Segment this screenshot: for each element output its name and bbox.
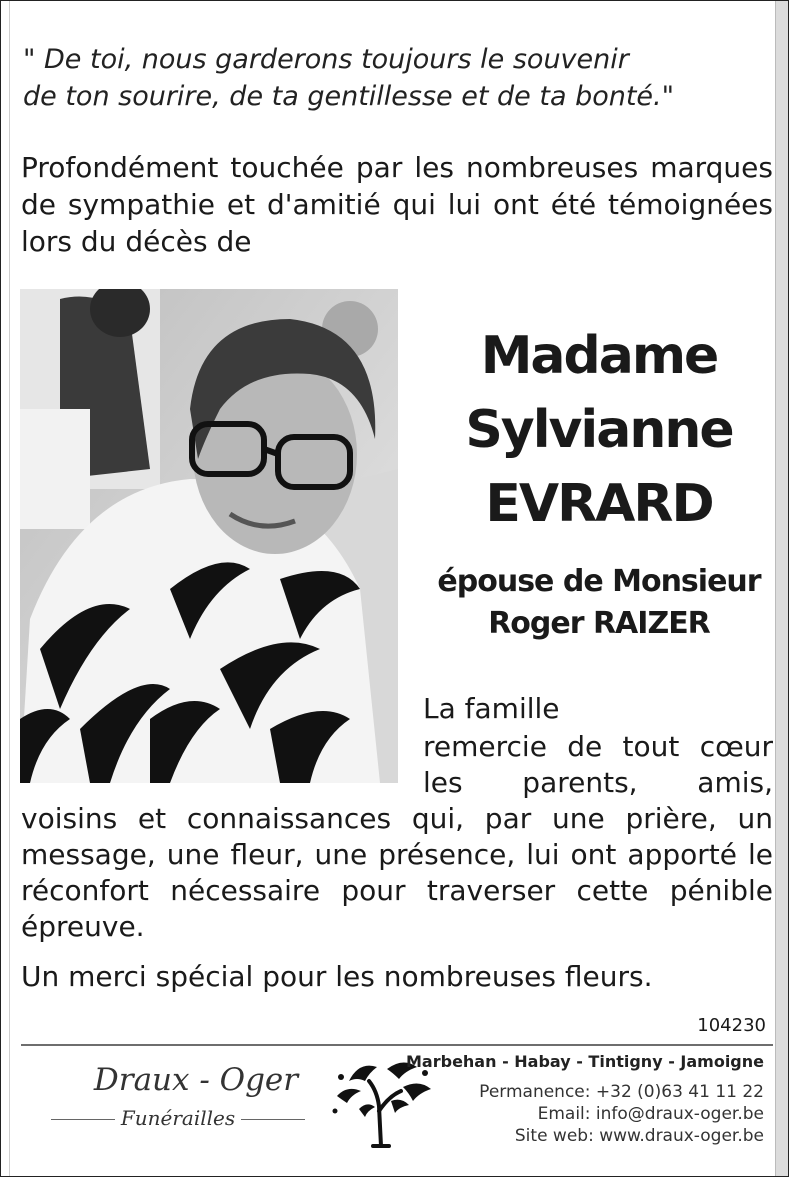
deceased-title: Madame [480, 326, 718, 386]
portrait-photo [20, 289, 398, 783]
spouse-line-2: Roger RAIZER [488, 606, 710, 641]
towns-list: Marbehan - Habay - Tintigny - Jamoigne [406, 1052, 764, 1071]
parents-word-2: parents, [522, 766, 638, 799]
reference-number: 104230 [697, 1015, 766, 1036]
funeral-home-name: Draux - Oger [93, 1062, 299, 1098]
subtitle-rule-right [241, 1119, 305, 1120]
footer-divider [21, 1044, 773, 1046]
parents-word-3: amis, [697, 766, 773, 799]
funeral-home-subtitle [41, 1105, 315, 1131]
parents-word-1: les [423, 766, 463, 799]
intro-paragraph: Profondément touchée par les nombreuses marques de sympathie et d'amitié qui lui ont été témoignées lors du décès de [21, 151, 773, 258]
spouse-line-1: épouse de Monsieur [437, 564, 761, 599]
special-thanks: Un merci spécial pour les nombreuses fleurs. [21, 960, 653, 993]
deceased-first-name: Sylvianne [465, 400, 733, 460]
famille-text: La famille [423, 692, 560, 725]
phone-text: Permanence: +32 (0)63 41 11 22 [479, 1082, 764, 1102]
subtitle-text: Funérailles [120, 1106, 236, 1130]
parents-line [423, 765, 773, 801]
spouse-info [421, 561, 777, 645]
left-border-line [9, 1, 10, 1176]
website-text: Site web: www.draux-oger.be [514, 1126, 764, 1146]
subtitle-rule-left [51, 1119, 115, 1120]
email-text: Email: info@draux-oger.be [537, 1104, 764, 1124]
thanks-body: voisins et connaissances qui, par une prière, un message, une fleur, une présence, lui ont apporté le réconfort nécessaire pour traverser cette pénible épreuve. [21, 802, 773, 943]
quote-line-1: " De toi, nous garderons toujours le souvenir [23, 44, 629, 75]
deceased-last-name: EVRARD [485, 474, 713, 534]
portrait-image [20, 289, 398, 783]
remercie-text [423, 729, 773, 765]
memorial-quote [23, 41, 763, 115]
quote-line-2: de ton sourire, de ta gentillesse et de ta bonté." [23, 81, 675, 112]
deceased-name [421, 319, 777, 541]
contact-block [479, 1081, 764, 1147]
remercie-line: remercie de tout cœur [423, 730, 773, 763]
